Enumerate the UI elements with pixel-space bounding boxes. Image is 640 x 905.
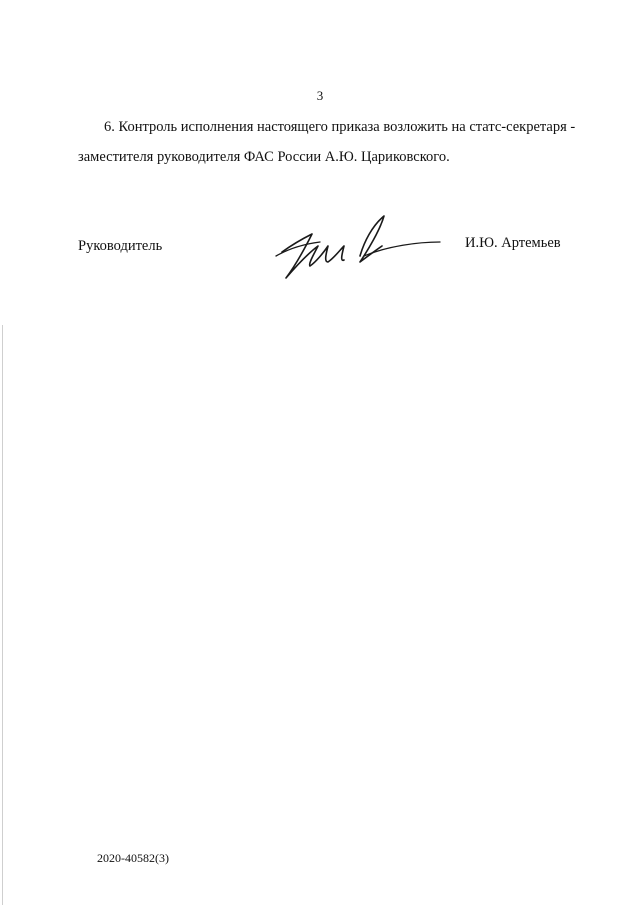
handwritten-signature xyxy=(268,212,448,287)
signatory-name: И.Ю. Артемьев xyxy=(465,235,561,251)
paragraph-line-2: заместителя руководителя ФАС России А.Ю. Цариковского. xyxy=(78,149,450,165)
page-number: 3 xyxy=(316,88,324,103)
scan-edge-line xyxy=(2,325,3,905)
document-code: 2020-40582(3) xyxy=(97,851,169,865)
signatory-role: Руководитель xyxy=(78,238,163,254)
paragraph-line-1: 6. Контроль исполнения настоящего приказа возложить на статс-секретаря - xyxy=(104,119,576,135)
